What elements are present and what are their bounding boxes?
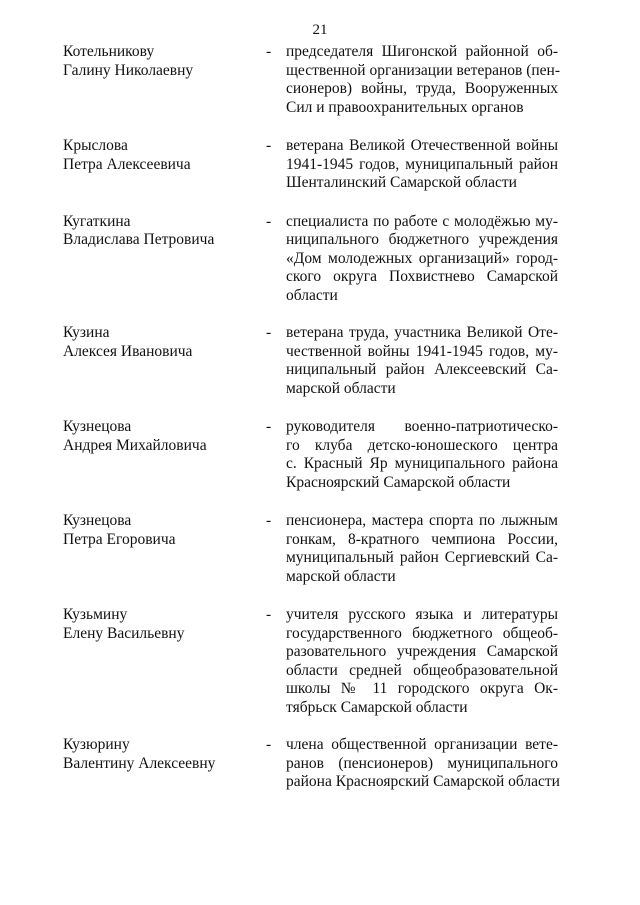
- description-line: специалиста по работе с молодёжью му-: [286, 212, 558, 230]
- page-number: 21: [312, 22, 328, 38]
- surname: Кузнецова: [63, 512, 132, 529]
- description-line: ниципального бюджетного учреждения: [286, 231, 558, 248]
- surname: Крыслова: [63, 137, 128, 154]
- list-entry: [0, 736, 640, 792]
- description-line: ранов (пенсионеров) муниципального: [286, 754, 558, 772]
- list-entry: [0, 43, 640, 117]
- person-name: [63, 418, 263, 455]
- description-line: марской области: [286, 379, 396, 397]
- description-line: ветерана Великой Отечественной войны: [286, 137, 558, 154]
- person-description: [286, 324, 558, 398]
- description-line: ниципальный район Алексеевский Са-: [286, 361, 558, 378]
- description-line: руководителя военно-патриотическо-: [286, 418, 558, 435]
- given-names: Елену Васильевну: [63, 624, 185, 642]
- list-entry: [0, 606, 640, 717]
- description-line: чественной войны 1941-1945 годов, му-: [286, 342, 558, 360]
- description-line: щественной организации ветеранов (пен-: [286, 61, 560, 79]
- dash-separator: -: [266, 736, 272, 753]
- description-line: члена общественной организации вете-: [286, 736, 558, 753]
- person-description: [286, 137, 558, 193]
- dash-separator: -: [266, 212, 272, 230]
- surname: Кузнецова: [63, 418, 132, 435]
- description-line: Красноярский Самарской области: [286, 473, 511, 491]
- person-name: [63, 606, 263, 643]
- description-line: учителя русского языка и литературы: [286, 606, 558, 623]
- person-description: [286, 43, 558, 117]
- given-names: Петра Алексеевича: [63, 155, 191, 173]
- person-name: [63, 736, 263, 773]
- list-entry: [0, 213, 640, 306]
- description-line: государственного бюджетного общеоб-: [286, 624, 558, 642]
- surname: Кузюрину: [63, 736, 130, 753]
- list-entry: [0, 512, 640, 586]
- description-line: Сил и правоохранительных органов: [286, 98, 524, 116]
- description-line: «Дом молодежных организаций» город-: [286, 249, 558, 267]
- person-description: [286, 736, 558, 792]
- description-line: марской области: [286, 567, 396, 585]
- given-names: Владислава Петровича: [63, 231, 215, 248]
- surname: Котельникову: [63, 43, 155, 60]
- description-line: пенсионера, мастера спорта по лыжным: [286, 512, 558, 529]
- description-line: школы № 11 городского округа Ок-: [286, 680, 558, 697]
- person-name: [63, 137, 263, 174]
- description-line: с. Красный Яр муниципального района: [286, 455, 558, 472]
- list-entry: [0, 418, 640, 492]
- list-entry: [0, 324, 640, 398]
- person-description: [286, 512, 558, 586]
- given-names: Петра Егоровича: [63, 530, 176, 548]
- person-name: [63, 324, 263, 361]
- dash-separator: -: [266, 606, 272, 623]
- description-line: тябрьск Самарской области: [286, 698, 468, 716]
- given-names: Валентину Алексеевну: [63, 754, 216, 772]
- dash-separator: -: [266, 137, 272, 154]
- dash-separator: -: [266, 43, 272, 60]
- description-line: председателя Шигонской районной об-: [286, 43, 558, 60]
- dash-separator: -: [266, 418, 272, 435]
- surname: Кугаткина: [63, 212, 131, 230]
- person-description: [286, 418, 558, 492]
- surname: Кузьмину: [63, 606, 128, 623]
- dash-separator: -: [266, 512, 272, 529]
- person-description: [286, 213, 558, 306]
- description-line: разовательного учреждения Самарской: [286, 643, 558, 660]
- description-line: гонкам, 8-кратного чемпиона России,: [286, 530, 558, 548]
- description-line: ветерана труда, участника Великой Оте-: [286, 324, 558, 341]
- description-line: ского округа Похвистнево Самарской: [286, 268, 558, 285]
- dash-separator: -: [266, 324, 272, 341]
- list-entry: [0, 137, 640, 193]
- person-name: [63, 213, 263, 250]
- person-description: [286, 606, 558, 717]
- given-names: Алексея Ивановича: [63, 342, 193, 360]
- person-name: [63, 512, 263, 549]
- description-line: Шенталинский Самарской области: [286, 174, 517, 191]
- description-line: 1941-1945 годов, муниципальный район: [286, 155, 558, 173]
- description-line: муниципальный район Сергиевский Са-: [286, 549, 558, 566]
- person-name: [63, 43, 263, 80]
- given-names: Галину Николаевну: [63, 61, 194, 79]
- given-names: Андрея Михайловича: [63, 436, 207, 454]
- description-line: го клуба детско-юношеского центра: [286, 436, 558, 454]
- description-line: области: [286, 286, 338, 304]
- description-line: сионеров) войны, труда, Вооруженных: [286, 80, 558, 97]
- description-line: области средней общеобразовательной: [286, 661, 558, 679]
- surname: Кузина: [63, 324, 110, 341]
- description-line: района Красноярский Самарской области: [286, 773, 560, 790]
- award-list: [0, 43, 640, 792]
